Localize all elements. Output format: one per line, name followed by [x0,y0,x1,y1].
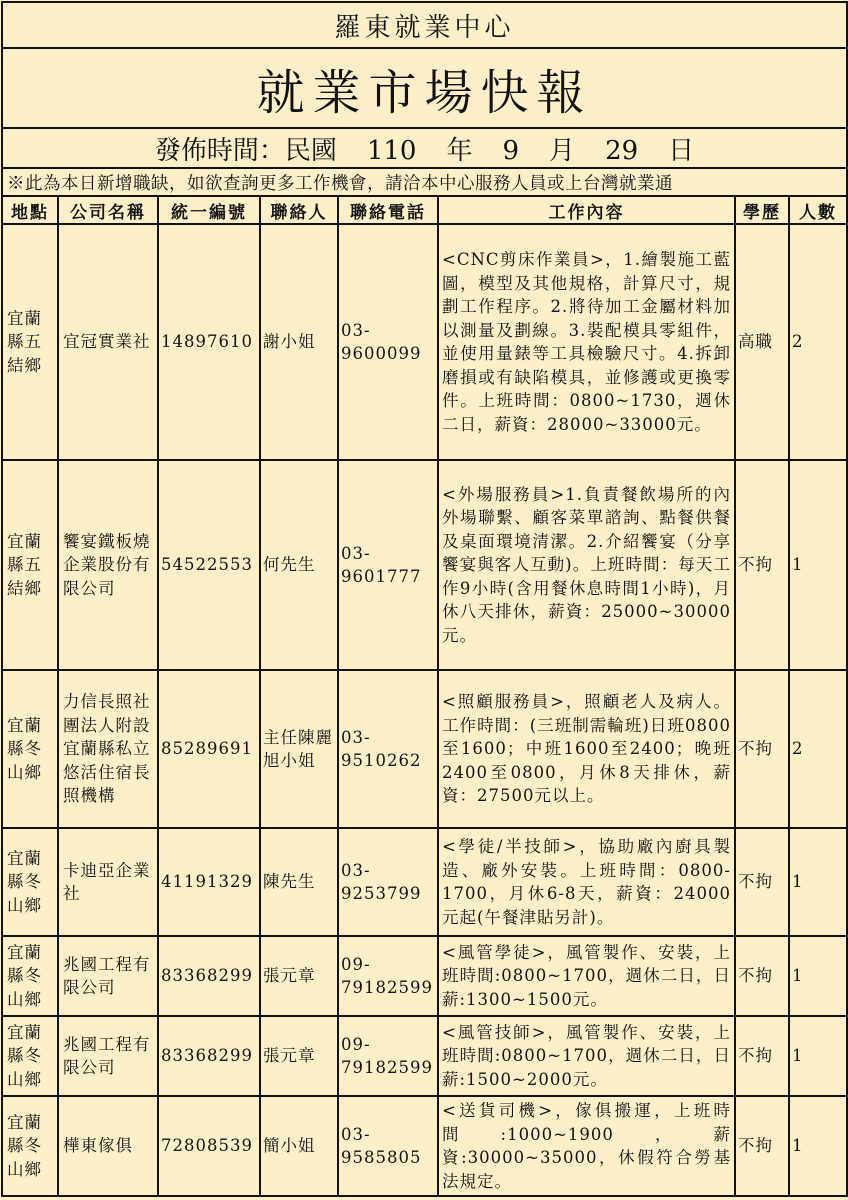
notice-text: ※此為本日新增職缺，如欲查詢更多工作機會，請洽本中心服務人員或上台灣就業通 [2,168,847,196]
location-cell: 宜蘭縣冬山鄉 [2,1096,58,1196]
phone-cell [338,460,438,670]
job-description-cell: <照顧服務員>，照顧老人及病人。工作時間：(三班制需輪班)日班0800至1600；中班1600至2400；晚班2400至0800，月休8天排休，薪資：27500元以上。 [438,670,735,828]
headcount-cell: 2 [789,670,847,828]
phone-prefix: 09- [341,954,371,974]
publish-date [2,128,847,168]
col-header-count: 人數 [789,196,847,224]
job-description-cell: <風管學徒>，風管製作、安裝，上班時間:0800~1700，週休二日，日薪:1300~1500元。 [438,936,735,1016]
headcount-cell: 1 [789,1016,847,1096]
col-header-phone: 聯絡電話 [338,196,438,224]
education-cell: 高職 [735,224,789,460]
location-cell: 宜蘭縣冬山鄉 [2,1016,58,1096]
phone-prefix: 03- [341,543,371,563]
company-cell: 力信長照社團法人附設宜蘭縣私立悠活住宿長照機構 [58,670,158,828]
tax-id-cell: 85289691 [158,670,260,828]
headcount-cell: 1 [789,828,847,936]
company-cell: 兆國工程有限公司 [58,1016,158,1096]
contact-cell: 何先生 [260,460,338,670]
job-description-cell: <風管技師>，風管製作、安裝，上班時間:0800~1700，週休二日，日薪:1500~2000元。 [438,1016,735,1096]
tax-id-cell: 83368299 [158,936,260,1016]
col-header-education: 學歷 [735,196,789,224]
phone-prefix: 09- [341,1034,371,1054]
tax-id-cell: 54522553 [158,460,260,670]
job-bulletin-table [1,1,848,1197]
col-header-location: 地點 [2,196,58,224]
center-name: 羅東就業中心 [2,2,847,48]
table-row [2,1016,847,1096]
table-row [2,670,847,828]
tax-id-cell: 83368299 [158,1016,260,1096]
phone-cell [338,1096,438,1196]
phone-number: 79182599 [341,1058,433,1077]
contact-cell: 陳先生 [260,828,338,936]
tax-id-cell: 72808539 [158,1096,260,1196]
col-header-contact: 聯絡人 [260,196,338,224]
date-year-label: 年 [446,135,473,166]
education-cell: 不拘 [735,1016,789,1096]
date-year: 110 [366,135,417,166]
phone-prefix: 03- [341,860,371,880]
date-month: 9 [502,135,520,166]
phone-cell [338,1016,438,1096]
headcount-cell: 1 [789,460,847,670]
phone-number: 79182599 [341,978,433,997]
table-row [2,828,847,936]
date-prefix: 發佈時間：民國 [154,135,337,166]
headcount-cell: 1 [789,1096,847,1196]
date-day-label: 日 [668,135,695,166]
location-cell: 宜蘭縣冬山鄉 [2,936,58,1016]
phone-prefix: 03- [341,727,371,747]
education-cell: 不拘 [735,670,789,828]
phone-cell [338,224,438,460]
company-cell: 樺東傢俱 [58,1096,158,1196]
table-row [2,936,847,1016]
education-cell: 不拘 [735,828,789,936]
contact-cell: 張元章 [260,936,338,1016]
col-header-job: 工作內容 [438,196,735,224]
phone-number: 9253799 [341,884,422,903]
headcount-cell: 1 [789,936,847,1016]
job-description-cell: <外場服務員>1.負責餐飲場所的內外場聯繫、顧客菜單諮詢、點餐供餐及桌面環境清潔。2.介紹饗宴（分享饗宴與客人互動)。上班時間：每天工作9小時(含用餐休息時間1小時)，月休八天排休，薪資：25000~30000元。 [438,460,735,670]
education-cell: 不拘 [735,460,789,670]
table-row [2,1096,847,1196]
tax-id-cell: 14897610 [158,224,260,460]
company-cell: 宜冠實業社 [58,224,158,460]
phone-number: 9600099 [341,344,422,363]
phone-number: 9601777 [341,567,422,586]
contact-cell: 謝小姐 [260,224,338,460]
headcount-cell: 2 [789,224,847,460]
phone-cell [338,670,438,828]
table-row [2,460,847,670]
job-description-cell: <學徒/半技師>，協助廠內廚具製造、廠外安裝。上班時間：0800-1700，月休6-8天，薪資：24000元起(午餐津貼另計)。 [438,828,735,936]
location-cell: 宜蘭縣五結鄉 [2,224,58,460]
education-cell: 不拘 [735,936,789,1016]
date-day: 29 [605,135,639,166]
phone-number: 9510262 [341,751,422,770]
page-title: 就業市場快報 [2,48,847,128]
col-header-tax-id: 統一編號 [158,196,260,224]
contact-cell: 張元章 [260,1016,338,1096]
phone-cell [338,936,438,1016]
job-description-cell: <CNC剪床作業員>，1.繪製施工藍圖，模型及其他規格，計算尺寸，規劃工作程序。2.將待加工金屬材料加以測量及劃線。3.裝配模具零組件，並使用量錶等工具檢驗尺寸。4.拆卸磨損或有缺陷模具，並修護或更換零件。上班時間：0800~1730，週休二日，薪資：28000~33000元。 [438,224,735,460]
col-header-company: 公司名稱 [58,196,158,224]
location-cell: 宜蘭縣五結鄉 [2,460,58,670]
table-row [2,224,847,460]
phone-number: 9585805 [341,1148,422,1167]
contact-cell: 簡小姐 [260,1096,338,1196]
location-cell: 宜蘭縣冬山鄉 [2,670,58,828]
column-header-row [2,196,847,224]
job-description-cell: <送貨司機>，傢俱搬運，上班時間:1000~1900，薪資:30000~35000，休假符合勞基法規定。 [438,1096,735,1196]
phone-cell [338,828,438,936]
company-cell: 饗宴鐵板燒企業股份有限公司 [58,460,158,670]
education-cell: 不拘 [735,1096,789,1196]
phone-prefix: 03- [341,1124,371,1144]
phone-prefix: 03- [341,320,371,340]
company-cell: 兆國工程有限公司 [58,936,158,1016]
tax-id-cell: 41191329 [158,828,260,936]
company-cell: 卡迪亞企業社 [58,828,158,936]
location-cell: 宜蘭縣冬山鄉 [2,828,58,936]
contact-cell: 主任陳麗旭小姐 [260,670,338,828]
date-month-label: 月 [549,135,576,166]
